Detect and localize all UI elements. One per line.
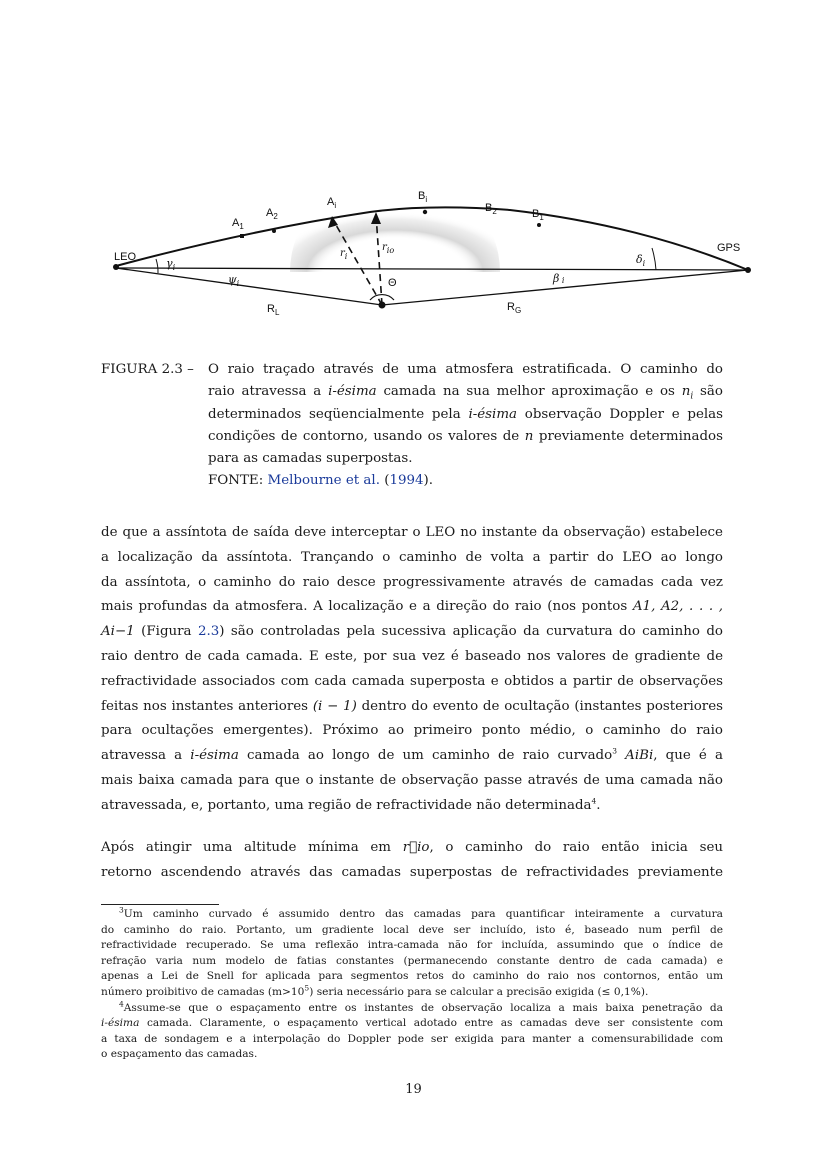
delta-arc <box>652 248 656 270</box>
paragraph-line: feitas nos instantes anteriores (i − 1) dentro do evento de ocultação (instantes posteriores <box>101 698 724 714</box>
label-bi: $B_i$ <box>418 190 428 204</box>
gps-point <box>745 267 751 273</box>
label-rio: $r_{io}$ <box>382 242 395 255</box>
footnote-line: o espaçamento das camadas. <box>101 1048 258 1061</box>
caption-line: para as camadas superpostas. <box>208 451 413 467</box>
label-gps: GPS <box>717 242 741 254</box>
footnote-line: i-ésima camada. Claramente, o espaçamento vertical adotado entre as camadas deve ser consistente com <box>101 1017 724 1030</box>
footnote-line: número proibitivo de camadas $(m>10^5)$ seria necessário para se calcular a precisão exigida (≤ 0,1%). <box>101 983 649 998</box>
body-paragraph-1 <box>101 521 723 819</box>
footnote-line: $^3$Um caminho curvado é assumido dentro das camadas para quantificar inteiramente a curvatura <box>119 905 723 920</box>
label-rg: $R_G$ <box>507 301 522 315</box>
caption-source: FONTE: Melbourne et al. (1994). <box>208 473 433 489</box>
label-a2: $A_2$ <box>266 207 278 221</box>
label-b2: $B_2$ <box>485 202 497 216</box>
point-b1 <box>537 223 541 227</box>
label-ri: $r_i$ <box>340 248 348 261</box>
label-a1: $A_1$ <box>232 217 244 231</box>
footnote-line: a taxa de sondagem e a interpolação do Doppler pode ser exigida para manter a comensurabilidade com <box>101 1032 723 1045</box>
footnote-line: refractividade recuperado. Se uma reflexão intra-camada não for incluída, assumindo que o índice de <box>101 939 723 952</box>
paragraph-line: raio dentro de cada camada. E este, por sua vez é baseado nos valores de gradiente de <box>101 648 723 664</box>
label-ai: $A_i$ <box>327 196 337 210</box>
footnote-line: $^4$Assume-se que o espaçamento entre os instantes de observação localiza a mais baixa penetração da <box>119 999 723 1014</box>
label-delta: $\delta_i$ <box>636 253 646 268</box>
leo-point <box>113 264 119 270</box>
label-leo: LEO <box>114 251 137 263</box>
caption-line: raio atravessa a i-ésima camada na sua melhor aproximação e os $n_i$ são <box>208 384 723 402</box>
gamma-arc <box>156 259 158 273</box>
body-paragraph-2 <box>101 836 723 886</box>
line-rl <box>116 268 382 305</box>
paragraph-line: para ocultações emergentes). Próximo ao primeiro ponto médio, o caminho do raio <box>101 723 723 739</box>
label-theta: Θ <box>388 277 397 289</box>
point-a1 <box>240 234 244 238</box>
figure-ref-link[interactable]: 2.3 <box>197 624 220 640</box>
paragraph-line: mais baixa camada para que o instante de observação passe através de uma camada não <box>101 772 723 788</box>
point-bi <box>423 210 427 214</box>
citation-link[interactable]: Melbourne et al. <box>267 473 380 489</box>
caption-label: FIGURA 2.3 – <box>101 362 194 377</box>
atmosphere-shading <box>290 172 500 272</box>
caption-line: determinados seqüencialmente pela i-ésima observação Doppler e pelas <box>208 406 724 422</box>
paragraph-line: de que a assíntota de saída deve interceptar o LEO no instante da observação) estabelece <box>101 525 723 540</box>
label-psi: $\psi_i$ <box>228 273 240 288</box>
ray-tracing-figure <box>100 160 790 330</box>
figure-caption <box>101 359 723 493</box>
point-a2 <box>272 229 276 233</box>
label-b1: $B_1$ <box>532 208 544 222</box>
footnote-ref-4[interactable]: 4 <box>591 796 597 806</box>
paragraph-line: Após atingir uma altitude mínima em r⃗io, o caminho do raio então inicia seu <box>101 840 723 855</box>
footnotes <box>101 907 723 1063</box>
paragraph-line: mais profundas da atmosfera. A localização e a direção do raio (nos pontos A1, A2, . . . , <box>101 599 723 615</box>
footnote-ref-3[interactable]: 3 <box>612 746 617 756</box>
paragraph-line: a localização da assíntota. Trançando o caminho de volta a partir do LEO ao longo <box>101 549 723 565</box>
footnote-line: do caminho do raio. Portanto, um gradiente local deve ser incluído, isto é, baseado num perfil de <box>101 923 723 936</box>
center-point <box>379 302 386 309</box>
paragraph-line: atravessa a i-ésima camada ao longo de um caminho de raio curvado$^3$ AiBi, que é a <box>101 746 723 764</box>
label-rl: $R_L$ <box>267 303 280 317</box>
page-number: 19 <box>405 1082 422 1097</box>
line-rg <box>382 270 748 305</box>
label-gamma: $\gamma_i$ <box>166 257 176 272</box>
footnote-line: apenas a Lei de Snell for aplicada para segmentos retos do caminho do raio nos contornos, então um <box>101 970 723 983</box>
paragraph-line: refractividade associados com cada camada superposta e obtidos a partir de observações <box>101 673 723 689</box>
paragraph-line: atravessada, e, portanto, uma região de refractividade não determinada$^4$. <box>101 796 601 813</box>
paragraph-line: da assíntota, o caminho do raio desce progressivamente através de camadas cada vez <box>101 574 723 590</box>
paragraph-line: retorno ascendendo através das camadas superpostas de refractividades previamente <box>101 864 723 880</box>
citation-year-link[interactable]: 1994 <box>389 473 424 489</box>
caption-line: O raio traçado através de uma atmosfera estratificada. O caminho do <box>208 362 723 377</box>
paragraph-line: Ai−1 (Figura 2.3) são controladas pela sucessiva aplicação da curvatura do caminho do <box>101 624 723 640</box>
label-beta: β i <box>553 272 565 285</box>
footnote-line: refração varia num modelo de fatias constantes (permanecendo constante dentro de cada camada) e <box>101 954 723 967</box>
caption-line: condições de contorno, usando os valores de n previamente determinados <box>208 428 723 444</box>
